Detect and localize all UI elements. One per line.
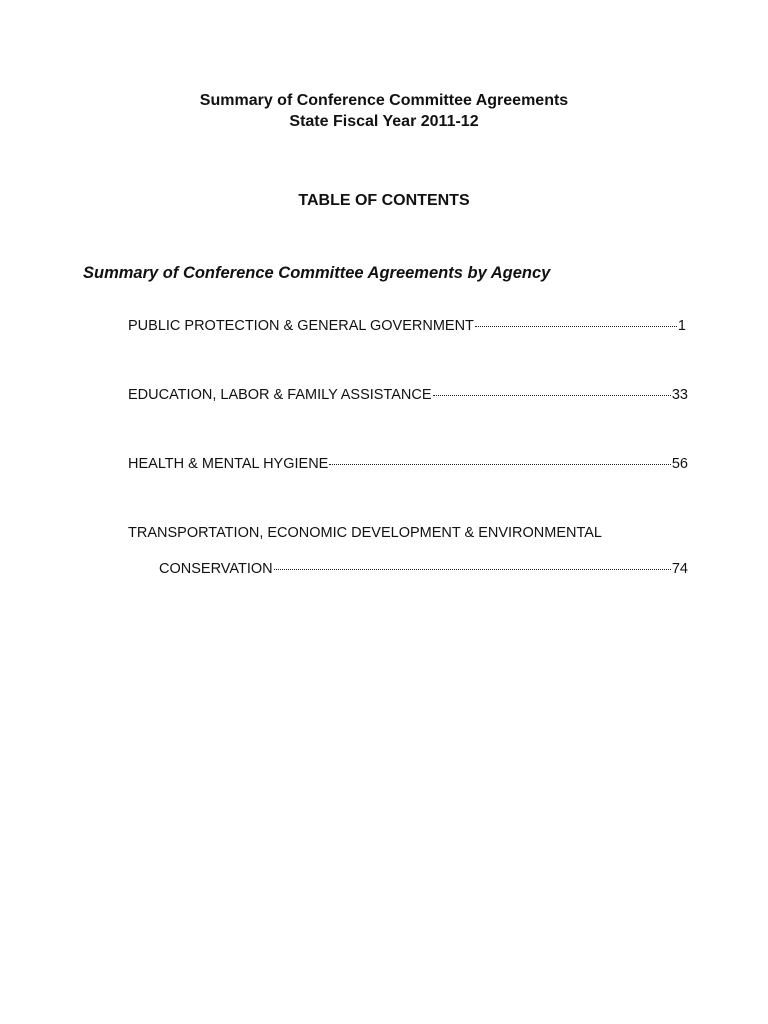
toc-entry-page: 74 bbox=[671, 561, 688, 577]
dot-leader bbox=[475, 322, 677, 327]
section-heading: Summary of Conference Committee Agreements by Agency bbox=[83, 264, 551, 282]
toc-entry-label: EDUCATION, LABOR & FAMILY ASSISTANCE bbox=[128, 387, 432, 403]
toc-entry-page: 1 bbox=[677, 318, 686, 334]
document-title: Summary of Conference Committee Agreements bbox=[199, 92, 569, 109]
toc-entry-page: 56 bbox=[671, 456, 688, 472]
document-subtitle: State Fiscal Year 2011-12 bbox=[289, 113, 479, 130]
toc-entry[interactable] bbox=[128, 317, 686, 335]
dot-leader bbox=[274, 565, 671, 570]
toc-heading: TABLE OF CONTENTS bbox=[298, 192, 470, 209]
toc-entry[interactable] bbox=[128, 455, 688, 473]
toc-entry[interactable] bbox=[128, 386, 688, 404]
dot-leader bbox=[329, 460, 671, 465]
toc-entry[interactable] bbox=[159, 560, 688, 578]
toc-entry-label: HEALTH & MENTAL HYGIENE bbox=[128, 456, 329, 472]
toc-entry-label-line-1[interactable]: TRANSPORTATION, ECONOMIC DEVELOPMENT & ENVIRONMENTAL bbox=[128, 525, 602, 541]
toc-entry-page: 33 bbox=[671, 387, 688, 403]
toc-entry-label: PUBLIC PROTECTION & GENERAL GOVERNMENT bbox=[128, 318, 474, 334]
dot-leader bbox=[433, 391, 671, 396]
toc-entry-label-line-2: CONSERVATION bbox=[159, 561, 273, 577]
